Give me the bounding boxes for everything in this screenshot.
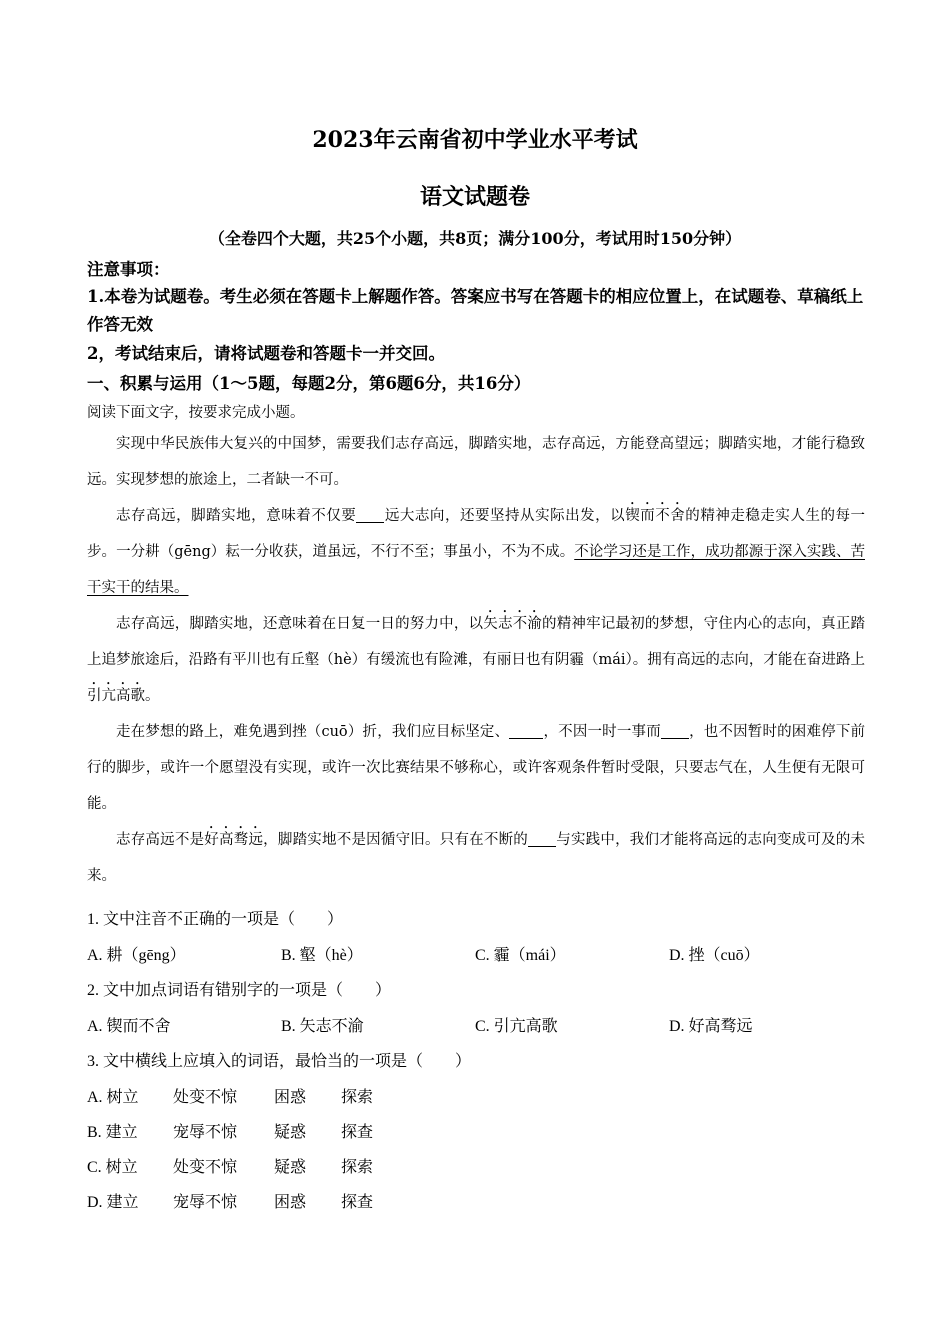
underlined-sentence: 不论学习还是工作，成功都源于深入实践、苦干实干的结果。 [87, 544, 865, 596]
q1-option-b: B. 壑（hè） [281, 947, 363, 964]
passage-paragraph-3: 志存高远，脚踏实地，还意味着在日复一日的努力中，以矢志不渝的精神牢记最初的梦想，守住内心的志向，真正踏上追梦旅途后，沿路有平川也有丘壑（hè）有缓流也有险滩，有丽日也有阴霾（mái）。拥有高远的志向，才能在奋进路上引亢高歌。 [87, 616, 866, 704]
q3-option-b: B. 建立 宠辱不惊 疑惑 探查 [87, 1124, 374, 1141]
q3-option-d: D. 建立 宠辱不惊 困惑 探查 [87, 1194, 374, 1211]
exam-subject-title: 语文试题卷 [419, 184, 530, 210]
reading-passage [87, 426, 865, 894]
fill-blank-3 [661, 724, 689, 740]
dotted-word-1: 锲而不舍 [625, 508, 686, 524]
question-1-stem: 1. 文中注音不正确的一项是（ ） [87, 911, 344, 928]
notes-item-1: 1.本卷为试题卷。考生必须在答题卡上解题作答。答案应书写在答题卡的相应位置上，在试题卷、草稿纸上作答无效 [87, 287, 864, 334]
notes-item-2: 2，考试结束后，请将试题卷和答题卡一并交回。 [87, 344, 445, 363]
exam-title: 2023年云南省初中学业水平考试 [312, 127, 638, 153]
q2-option-d: D. 好高骛远 [669, 1018, 753, 1035]
passage-paragraph-2: 志存高远，脚踏实地，意味着不仅要 远大志向，还要坚持从实际出发，以锲而不舍的精神走稳走实人生的每一步。一分耕（gēng）耘一分收获，道虽远，不行不至；事虽小，不为不成。不论学习还是工作，成功都源于深入实践、苦干实干的结果。 [87, 508, 866, 596]
q2-option-a: A. 锲而不舍 [87, 1018, 171, 1035]
question-2-stem: 2. 文中加点词语有错别字的一项是（ ） [87, 982, 392, 999]
q2-option-c: C. 引亢高歌 [475, 1018, 558, 1035]
q2-option-b: B. 矢志不渝 [281, 1018, 364, 1035]
q3-option-a: A. 树立 处变不惊 困惑 探索 [87, 1089, 374, 1106]
section-1-heading: 一、积累与运用（1～5题，每题2分，第6题6分，共16分） [87, 374, 531, 393]
fill-blank-2 [509, 724, 543, 740]
passage-paragraph-5: 志存高远不是好高骛远，脚踏实地不是因循守旧。只有在不断的 与实践中，我们才能将高远的志向变成可及的未来。 [87, 832, 866, 884]
passage-paragraph-4: 走在梦想的路上，难免遇到挫（cuō）折，我们应目标坚定、 ，不因一时一事而 ，也不因暂时的困难停下前行的脚步，或许一个愿望没有实现，或许一次比赛结果不够称心，或许客观条件暂时受限，只要志气在，人生便有无限可能。 [87, 724, 866, 812]
notes-heading: 注意事项： [87, 260, 170, 279]
dotted-word-2: 矢志不渝 [483, 616, 543, 632]
question-3-stem: 3. 文中横线上应填入的词语，最恰当的一项是（ ） [87, 1053, 472, 1070]
passage-paragraph-1: 实现中华民族伟大复兴的中国梦，需要我们志存高远，脚踏实地，志存高远，方能登高望远；脚踏实地，才能行稳致远。实现梦想的旅途上，二者缺一不可。 [87, 436, 865, 488]
exam-info: （全卷四个大题，共25个小题，共8页；满分100分，考试用时150分钟） [208, 229, 742, 248]
dotted-word-4: 好高骛远 [204, 832, 264, 848]
reading-instruction: 阅读下面文字，按要求完成小题。 [87, 405, 305, 421]
fill-blank-1 [356, 508, 384, 524]
fill-blank-4 [528, 832, 556, 848]
q1-option-c: C. 霾（mái） [475, 947, 566, 964]
dotted-word-3: 引亢高歌 [87, 688, 145, 704]
q3-option-c: C. 树立 处变不惊 疑惑 探索 [87, 1159, 374, 1176]
q1-option-a: A. 耕（gēng） [87, 947, 186, 964]
q1-option-d: D. 挫（cuō） [669, 947, 760, 964]
